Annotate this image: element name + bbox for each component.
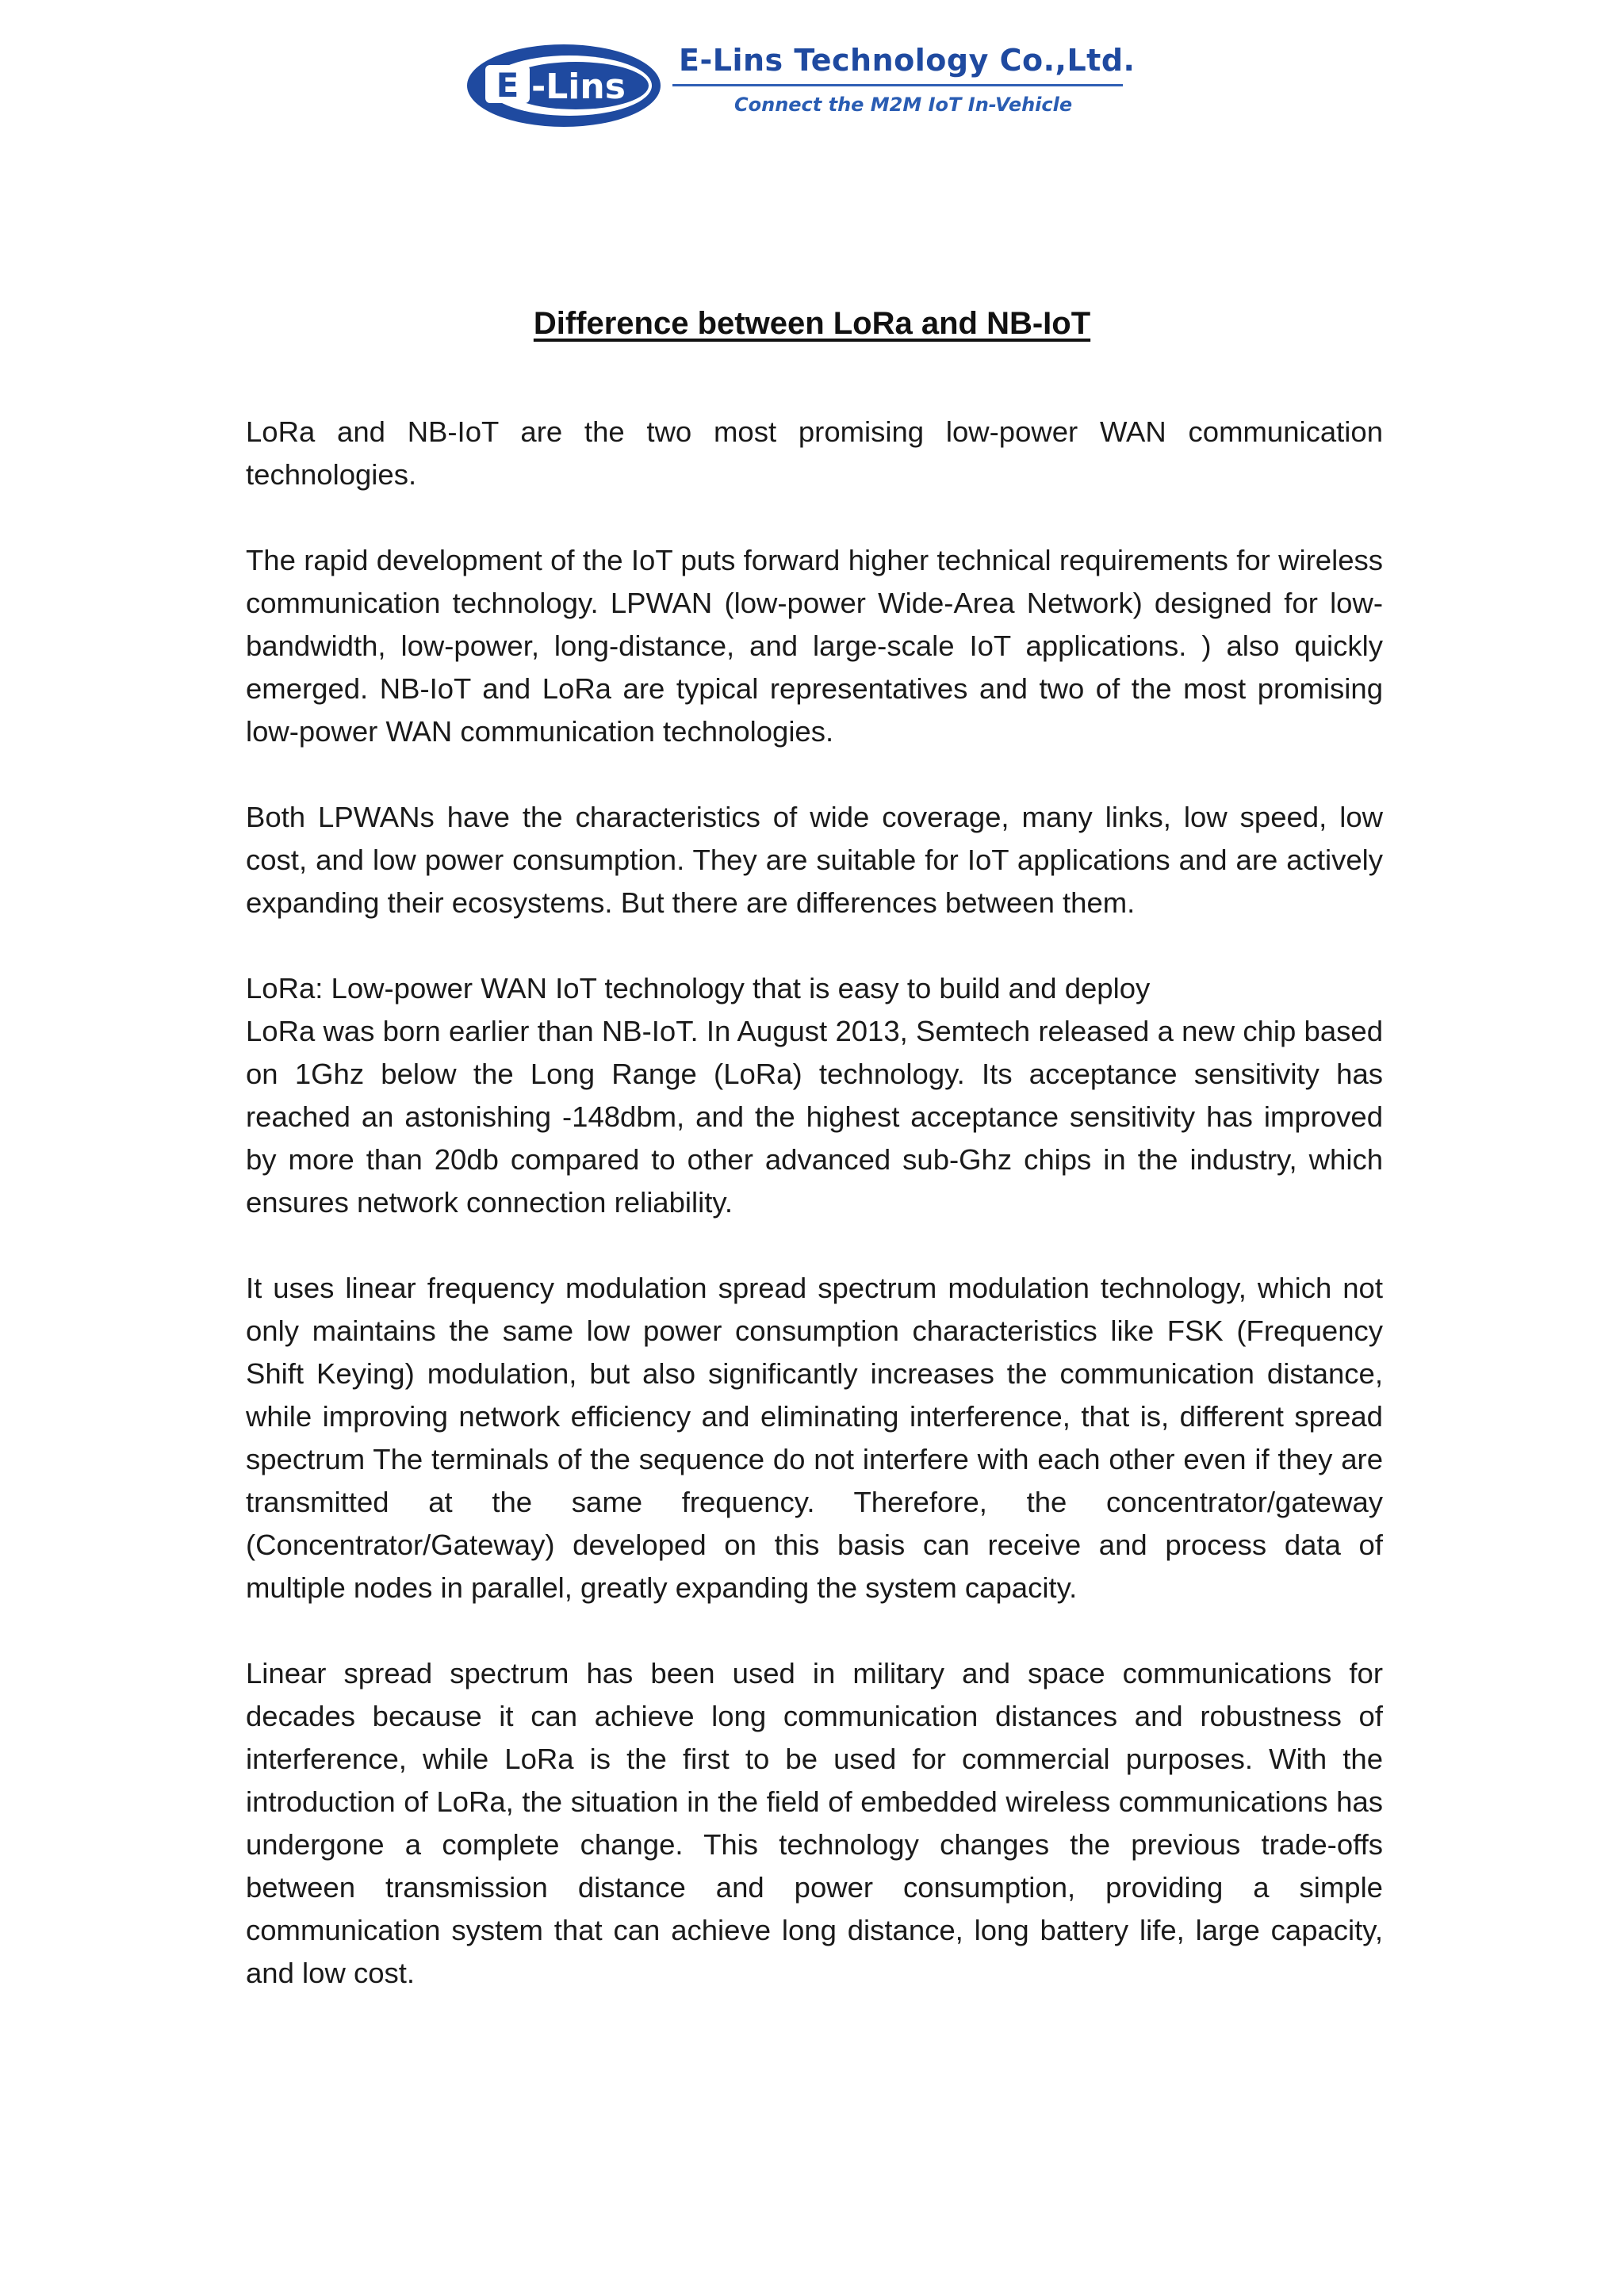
paragraph-characteristics: Both LPWANs have the characteristics of wide coverage, many links, low speed, low cost, and low power consumption. They are suitable for IoT applications and are actively expanding their ecosystems. But there are differences between them. xyxy=(246,801,1383,919)
e-lins-logo xyxy=(465,38,663,132)
document-title: Difference between LoRa and NB-IoT xyxy=(533,306,1091,341)
company-name: E-Lins Technology Co.,Ltd. xyxy=(679,43,1136,78)
svg-text:-Lins: -Lins xyxy=(531,67,626,107)
paragraph-lora-history: LoRa was born earlier than NB-IoT. In August 2013, Semtech released a new chip based on 1Ghz below the Long Range (LoRa) technology. Its acceptance sensitivity has reached an astonishing -148dbm, and the highest acceptance sensitivity has improved by more than 20db compared to other advanced sub-Ghz chips in the industry, which ensures network connection reliability. xyxy=(246,1015,1383,1219)
svg-text:E: E xyxy=(496,66,519,105)
letterhead xyxy=(465,38,1147,133)
paragraph-lora-heading: LoRa: Low-power WAN IoT technology that is easy to build and deploy xyxy=(246,972,1151,1004)
paragraph-spread-spectrum: Linear spread spectrum has been used in military and space communications for decades because it can achieve long communication distances and robustness of interference, while LoRa is the first to be used for commercial purposes. With the introduction of LoRa, the situation in the field of embedded wireless communications has undergone a complete change. This technology changes the previous trade-offs between transmission distance and power consumption, providing a simple communication system that can achieve long distance, long battery life, large capacity, and low cost. xyxy=(246,1657,1383,1989)
paragraph-lpwan: The rapid development of the IoT puts forward higher technical requirements for wireless communication technology. LPWAN (low-power Wide-Area Network) designed for low-bandwidth, low-power, long-distance, and large-scale IoT applications. ) also quickly emerged. NB-IoT and LoRa are typical representatives and two of the most promising low-power WAN communication technologies. xyxy=(246,544,1383,748)
document-body xyxy=(246,411,1383,2038)
company-slogan: Connect the M2M IoT In-Vehicle xyxy=(734,94,1073,116)
paragraph-intro: LoRa and NB-IoT are the two most promising low-power WAN communication technologies. xyxy=(246,415,1383,491)
letterhead-divider xyxy=(672,84,1123,86)
paragraph-modulation: It uses linear frequency modulation spread spectrum modulation technology, which not only maintains the same low power consumption characteristics like FSK (Frequency Shift Keying) modulation, but also significantly increases the communication distance, while improving network efficiency and eliminating interference, that is, different spread spectrum The terminals of the sequence do not interfere with each other even if they are transmitted at the same frequency. Therefore, the concentrator/gateway (Concentrator/Gateway) developed on this basis can receive and process data of multiple nodes in parallel, greatly expanding the system capacity. xyxy=(246,1272,1383,1604)
